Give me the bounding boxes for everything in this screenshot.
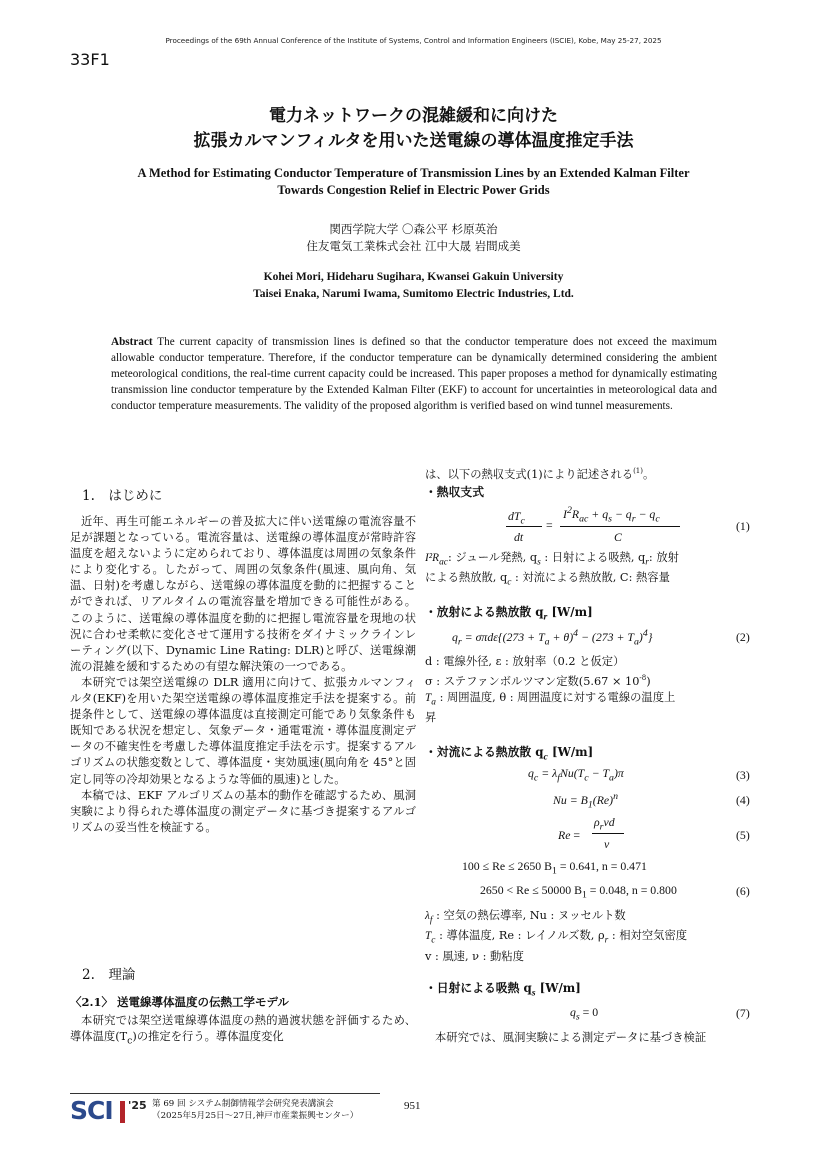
convection-heading — [425, 743, 593, 762]
eq3-number: (3) — [736, 768, 750, 782]
page-number: 951 — [404, 1100, 421, 1112]
condition-1-rest: = 0.641, n = 0.471 — [556, 859, 647, 873]
def-sigma: σ : ステファンボルツマン定数(5.67 × 10 — [425, 674, 640, 688]
legend-joule: : ジュール発熱, q — [447, 551, 538, 564]
def-diameter: d : 電線外径, ε : 放射率（0.2 と仮定） — [425, 655, 625, 668]
legend-i2r: I²R — [425, 552, 440, 564]
convection-heading-text: ・対流による熱放散 q — [425, 745, 544, 759]
convection-unit: [W/m] — [552, 745, 594, 759]
abstract-text: The current capacity of transmission lines is defined so that the conductor temperature does not exceed the maximum allowable conductor temperature. Therefore, if the conductor temperature can be dynamically determined considering the ambient meteorological conditions, the real-time current capacity could be increased. This paper proposes a method for dynamically estimating transmission line conductor temperature by the Extended Kalman Filter (EKF) to account for uncertainties in meteorological data and conductor temperature measurements. The validity of the proposed algorithm is verified based on wind tunnel measurements. — [111, 336, 717, 413]
nusselt-equation: $Nu = B_1(Re)^n$ — [553, 791, 618, 811]
proceedings-header: Proceedings of the 69th Annual Conference of the Institute of Systems, Control and Information Engineers (ISCIE), Kobe, May 25-27, 2025 — [165, 36, 662, 45]
english-authors-line2: Taisei Enaka, Narumi Iwama, Sumitomo Electric Industries, Ltd. — [253, 288, 574, 300]
intro-reference: (1) — [633, 467, 643, 475]
footer-rule — [70, 1093, 380, 1094]
solar-heading — [425, 979, 581, 998]
def-sigma-end: ) — [646, 674, 651, 688]
solar-heading-text: ・日射による吸熱 q — [425, 981, 532, 995]
heat-balance-legend: $I^2R_{ac}$: ジュール発熱, $q_s$ : 日射による吸熱, $q_r$: 放射 による熱放散, $q_c$ : 対流による熱放散, C: 熱容量 — [425, 551, 679, 588]
japanese-title-line2: 拡張カルマンフィルタを用いた送電線の導体温度推定手法 — [193, 131, 634, 151]
logo-bar — [120, 1101, 125, 1123]
section1-paragraph2: 本研究では架空送電線の DLR 適用に向けて、拡張カルマンフィルタ(EKF)を用いた架空送電線の導体温度推定手法を提案する。前提条件として、送電線の導体温度は直接測定可能であり気象条件も既知である状況を想定し、気象データ・通電電流・導体温度測定データの不確実性を考慮した導体温度推定手法を示す。提案するアルゴリズムの状態変数として、導体温度・実効風速(風向角を 45°と固定し同等の冷却効果となるような等価的風速)とした。 — [70, 675, 416, 786]
section1-body — [70, 514, 416, 836]
radiation-unit: [W/m] — [551, 605, 593, 619]
section1-paragraph3: 本稿では、EKF アルゴリズムの基本的動作を確認するため、風洞実験により得られた導体温度の測定データに基づき提案するアルゴリズムの妥当性を検証する。 — [70, 788, 416, 834]
condition-1: 100 ≤ Re ≤ 2650 $B_1 = 0.641$, n = 0.471 — [462, 859, 647, 877]
heat-balance-equation: $dT_c$ dt = $I^2R_{ac} + q_s - q_r - q_c$ C — [508, 504, 688, 548]
section2-body — [70, 1013, 416, 1049]
condition-2-text: 2650 < Re ≤ 50000 B — [480, 883, 582, 897]
logo-year: '25 — [128, 1099, 147, 1112]
footer-line1: 第 69 回 システム制御情報学会研究発表講演会 — [152, 1099, 334, 1109]
legend-ac: ac — [439, 557, 448, 568]
abstract — [111, 334, 717, 414]
def-lambda: : 空気の熱伝導率, Nu : ヌッセルト数 — [432, 909, 626, 922]
section2-paragraph1 — [70, 1013, 416, 1049]
legend-solar: : 日射による吸熱, q — [540, 551, 646, 564]
condition-2-rest: = 0.048, n = 0.800 — [586, 883, 677, 897]
japanese-title-line1: 電力ネットワークの混雑緩和に向けた — [269, 106, 558, 126]
solar-equation: $q_s = 0$ — [570, 1005, 599, 1023]
right-column-closing: 本研究では、風洞実験による測定データに基づき検証 — [435, 1031, 707, 1044]
intro-text: は、以下の熱収支式(1)により記述される — [425, 467, 634, 481]
tc-subscript: c — [127, 1035, 133, 1047]
radiation-equation: $q_r = \sigma\pi d\varepsilon\{(273 + T_a + \theta)^4 - (273 + T_a)^4\}$ — [452, 628, 653, 648]
legend-radiation: : 放射 — [648, 551, 679, 564]
radiation-heading-text: ・放射による熱放散 q — [425, 605, 544, 619]
eq7-number: (7) — [736, 1006, 750, 1020]
conference-logo — [70, 1096, 147, 1126]
footer-conference — [152, 1098, 358, 1122]
radiation-heading-sub: r — [543, 611, 548, 623]
solar-heading-sub: s — [531, 987, 536, 999]
def-tc: : 導体温度, Re : レイノルズ数, ρ — [435, 929, 605, 943]
convection-definitions: $\lambda_f$ : 空気の熱伝導率, Nu : ヌッセルト数 $T_c$ : 導体温度, Re : レイノルズ数, $\rho_r$ : 相対空気密度 v : 風速, ν : 動粘度 — [425, 908, 757, 965]
paper-code: 33F1 — [70, 50, 110, 69]
logo-text: SCI — [70, 1096, 113, 1125]
solar-eq-rest: = 0 — [579, 1005, 599, 1019]
radiation-definitions: d : 電線外径, ε : 放射率（0.2 と仮定） σ : ステファンボルツマン定数$(5.67 \times 10^{-8})$ $T_a$ : 周囲温度, θ : 周囲温度に対する電線の温度上 昇 — [425, 654, 757, 726]
convection-equation: $q_c = \lambda_fNu(T_c - T_a)\pi$ — [528, 766, 624, 784]
eq6-number: (6) — [736, 884, 750, 898]
eq5-number: (5) — [736, 828, 750, 842]
section2-paragraph1-text: 本研究では架空送電線導体温度の熱的過渡状態を評価するため、導体温度(T — [70, 1014, 416, 1044]
reynolds-equation: Re = $\rho_rvd$ ν — [558, 815, 638, 855]
solar-unit: [W/m] — [539, 981, 581, 995]
footer-line2: （2025年5月25日～27日,神戸市産業振興センター） — [152, 1111, 359, 1121]
english-title-line2: Towards Congestion Relief in Electric Power Grids — [277, 183, 550, 197]
def-ambient-cont: 昇 — [425, 711, 437, 725]
right-column-intro — [425, 463, 757, 483]
section1-paragraph1: 近年、再生可能エネルギーの普及拡大に伴い送電線の電流容量不足が課題となっている。電流容量は、送電線の導体温度が常時許容温度を超えないように定められており、導体温度は周囲の気象条件により変化する。したがって、周囲の気象条件(風速、風向角、気温、日射)を考慮しながら、送電線の導体温度を動的に把握することができれば、リアルタイムの電流容量を増加できる可能性がある。このように、送電線の導体温度を動的に把握し電流容量を現地の状況に合わせ柔軟に変化させて運用する技術をダイナミックラインレーティング(以下、Dynamic Line Rating: DLR)と呼び、送電線潮流の混雑を緩和するための有望な解決策の一つである。 — [70, 515, 416, 673]
section1-heading: 1. はじめに — [82, 488, 163, 504]
japanese-authors-line1: 関西学院大学 〇森公平 杉原英治 — [329, 222, 498, 236]
english-title-line1: A Method for Estimating Conductor Temperature of Transmission Lines by an Extended Kalman Filter — [137, 166, 690, 180]
eq4-number: (4) — [736, 793, 750, 807]
legend-line2: による熱放散, q — [425, 571, 508, 585]
condition-1-text: 100 ≤ Re ≤ 2650 B — [462, 859, 552, 873]
abstract-label: Abstract — [111, 336, 153, 348]
english-authors-line1: Kohei Mori, Hideharu Sugihara, Kwansei Gakuin University — [263, 271, 564, 283]
section2-heading: 2. 理論 — [82, 967, 136, 983]
heat-balance-heading: ・熱収支式 — [425, 485, 484, 499]
def-rho: : 相対空気密度 — [608, 929, 688, 943]
radiation-heading — [425, 603, 593, 622]
section2-paragraph1-end: )の推定を行う。導体温度変化 — [132, 1030, 284, 1044]
eq1-number: (1) — [736, 519, 750, 533]
condition-2: 2650 < Re ≤ 50000 $B_1 = 0.048$, n = 0.800 — [480, 883, 677, 901]
solar-eq-q: q — [570, 1005, 576, 1019]
eq2-number: (2) — [736, 630, 750, 644]
japanese-authors-line2: 住友電気工業株式会社 江中大晟 岩間成美 — [306, 239, 521, 253]
def-ambient: : 周囲温度, θ : 周囲温度に対する電線の温度上 — [439, 690, 676, 704]
def-velocity: v : 風速, ν : 動粘度 — [425, 949, 524, 963]
intro-end: 。 — [642, 467, 655, 481]
legend-convection: : 対流による熱放散, C: 熱容量 — [511, 571, 670, 585]
subsection-2-1-heading: 〈2.1〉 送電線導体温度の伝熱工学モデル — [70, 995, 289, 1009]
convection-heading-sub: c — [543, 751, 548, 763]
def-sigma-exp: -8 — [639, 674, 647, 683]
